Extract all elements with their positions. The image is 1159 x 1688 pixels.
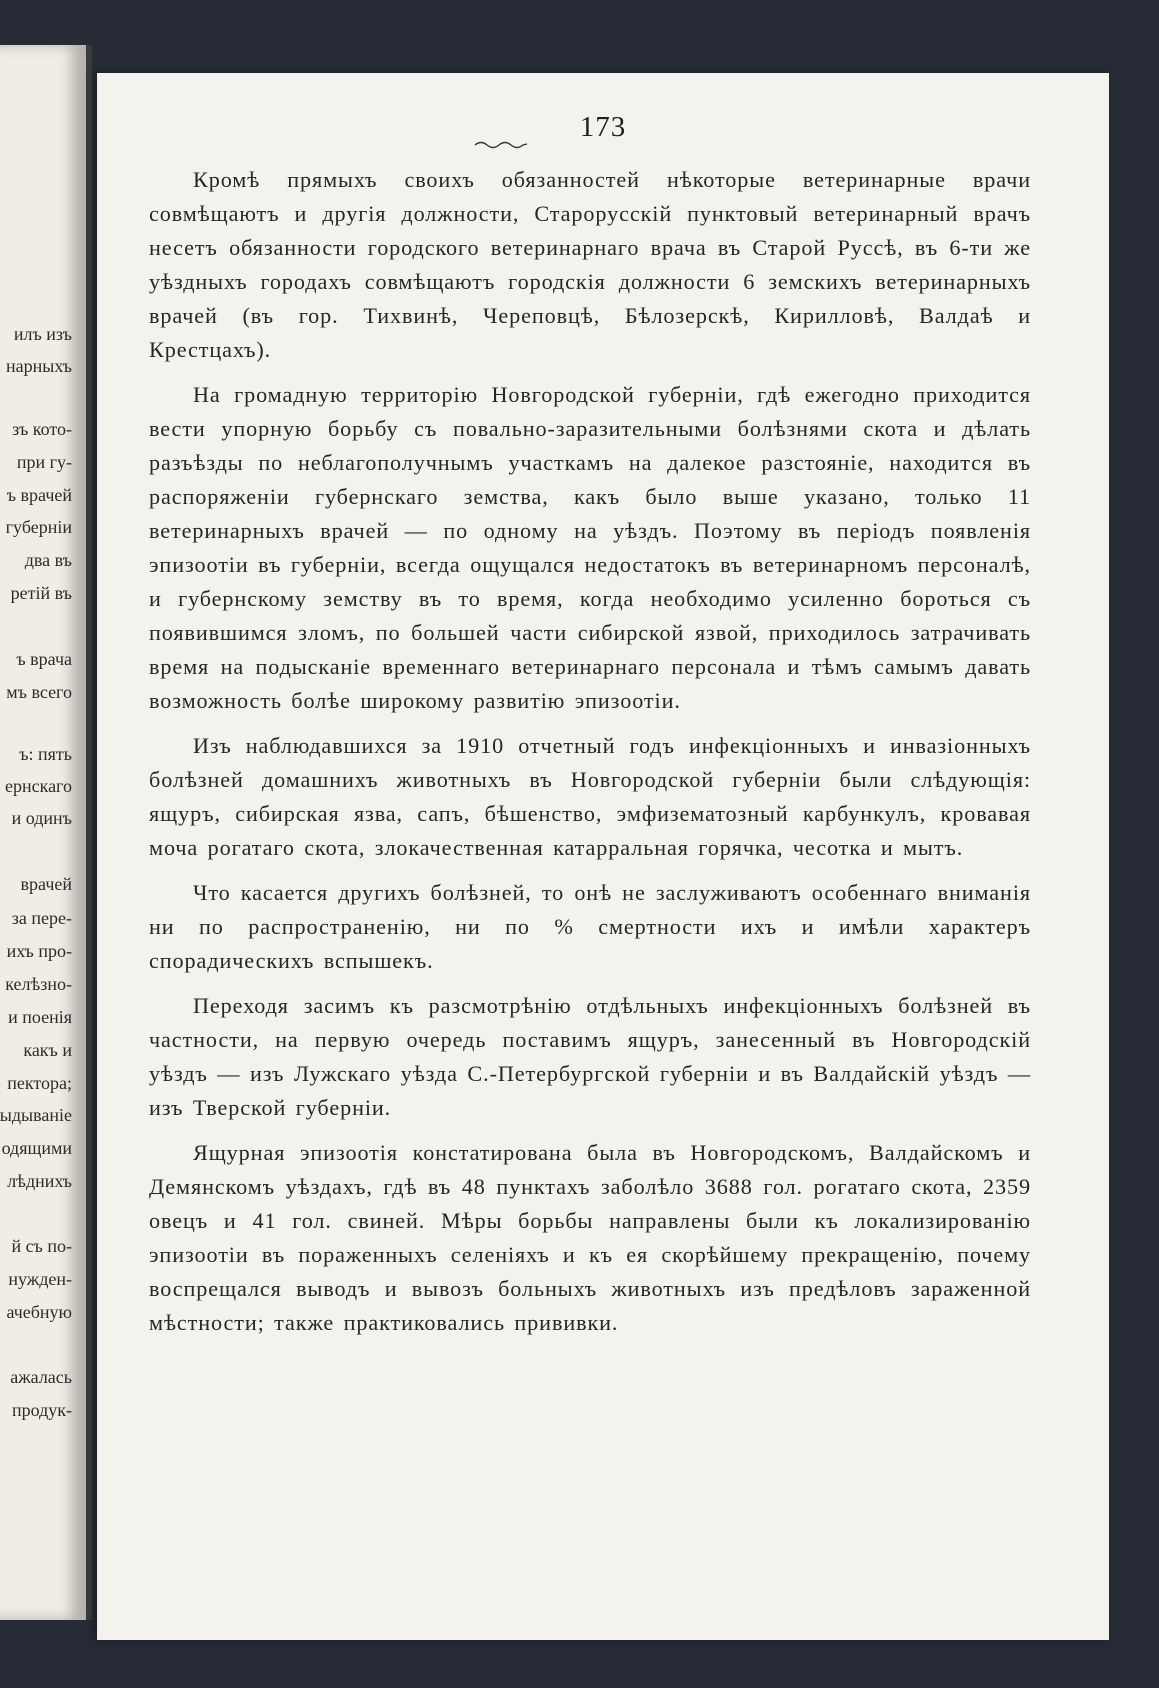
paragraph: Кромѣ прямыхъ своихъ обязанностей нѣкоторые ветеринарные врачи совмѣщаютъ и другія должности, Старорусскій пунктовый ветеринарный врачъ несетъ обязанности городского ветеринарнаго врача въ Старой Руссѣ, въ 6-ти же уѣздныхъ городахъ совмѣщаютъ городскія должности 6 земскихъ ветеринарныхъ врачей (въ гор. Тихвинѣ, Череповцѣ, Бѣлозерскѣ, Кирилловѣ, Валдаѣ и Крестцахъ). xyxy=(149,167,1031,362)
left-page-line: врачей xyxy=(20,874,72,894)
left-page-line: зъ кото- xyxy=(12,419,72,439)
left-page-line: ыдываніе xyxy=(0,1105,72,1125)
left-page-line: мъ всего xyxy=(6,682,72,702)
left-page-line: и одинъ xyxy=(11,808,72,828)
left-page-line: и поенія xyxy=(8,1007,72,1027)
left-page-line: ъ: пять xyxy=(19,744,72,764)
left-page-line: ажалась xyxy=(10,1367,72,1387)
left-page-fragment xyxy=(0,45,92,1620)
paragraph: Переходя засимъ къ разсмотрѣнію отдѣльныхъ инфекціонныхъ болѣзней въ частности, на первую очередь поставимъ ящуръ, занесенный въ Новгородскій уѣздъ — изъ Лужскаго уѣзда С.-Петербургской губерніи и въ Валдайскій уѣздъ — изъ Тверской губерніи. xyxy=(149,993,1031,1120)
left-page-line: ихъ про- xyxy=(6,941,72,961)
left-page-line: два въ xyxy=(24,550,72,570)
left-page-line: продук- xyxy=(11,1400,72,1420)
left-page-line: й съ по- xyxy=(11,1236,72,1256)
paragraph: Ящурная эпизоотія констатирована была въ Новгородскомъ, Валдайскомъ и Демянскомъ уѣздахъ, гдѣ въ 48 пунктахъ заболѣло 3688 гол. рогатаго скота, 2359 овецъ и 41 гол. свиней. Мѣры борьбы направлены были къ локализированію эпизоотіи въ пораженныхъ селеніяхъ и къ ея скорѣйшему прекращенію, почему воспрещался выводъ и вывозъ больныхъ животныхъ изъ предѣловъ зараженной мѣстности; также практиковались прививки. xyxy=(149,1140,1031,1335)
page-number: 173 xyxy=(579,111,627,143)
paragraph: Что касается другихъ болѣзней, то онѣ не заслуживаютъ особеннаго вниманія ни по распространенію, ни по % смертности ихъ и имѣли характеръ спорадическихъ вспышекъ. xyxy=(149,880,1031,973)
left-page-line: лѣднихъ xyxy=(7,1171,72,1191)
paragraph: Изъ наблюдавшихся за 1910 отчетный годъ инфекціонныхъ и инвазіонныхъ болѣзней домашнихъ животныхъ въ Новгородской губерніи были слѣдующія: ящуръ, сибирская язва, сапъ, бѣшенство, эмфизематозный карбункулъ, кровавая моча рогатаго скота, злокачественная катарральная горячка, чесотка и мытъ. xyxy=(149,733,1031,860)
paragraph: На громадную территорію Новгородской губерніи, гдѣ ежегодно приходится вести упорную борьбу съ повально-заразительными болѣзнями скота и дѣлать разъѣзды по неблагополучнымъ участкамъ на далекое разстояніе, находится въ распоряженіи губернскаго земства, какъ было выше указано, только 11 ветеринарныхъ врачей — по одному на уѣздъ. Поэтому въ періодъ появленія эпизоотіи въ губерніи, всегда ощущался недостатокъ въ ветеринарномъ персоналѣ, и губернскому земству въ то время, когда необходимо усиленно бороться съ появившимся зломъ, по большей части сибирской язвой, приходилось затрачивать время на подысканіе временнаго ветеринарнаго персонала и тѣмъ самымъ давать возможность болѣе широкому развитію эпизоотіи. xyxy=(149,382,1031,713)
left-page-line: ъ врачей xyxy=(6,485,72,505)
left-page-line: ретій въ xyxy=(10,583,72,603)
left-page-line: нужден- xyxy=(8,1269,72,1289)
body-text xyxy=(149,163,1031,1351)
left-page-line: ернскаго xyxy=(4,776,72,796)
left-page-line: одящими xyxy=(1,1138,72,1158)
left-page-line: губерніи xyxy=(5,517,72,537)
ornament-icon xyxy=(473,139,529,149)
left-page-line: какъ и xyxy=(23,1040,72,1060)
left-page-line: келѣзно- xyxy=(5,974,72,994)
book-page xyxy=(97,73,1109,1640)
left-page-line: ъ врача xyxy=(16,649,72,669)
left-page-line: ачебную xyxy=(6,1302,72,1322)
left-page-line: при гу- xyxy=(16,452,72,472)
left-page-line: пектора; xyxy=(7,1073,72,1093)
left-page-line: илъ изъ xyxy=(13,324,72,344)
left-page-line: за пере- xyxy=(11,908,72,928)
left-page-line: нарныхъ xyxy=(6,356,72,376)
